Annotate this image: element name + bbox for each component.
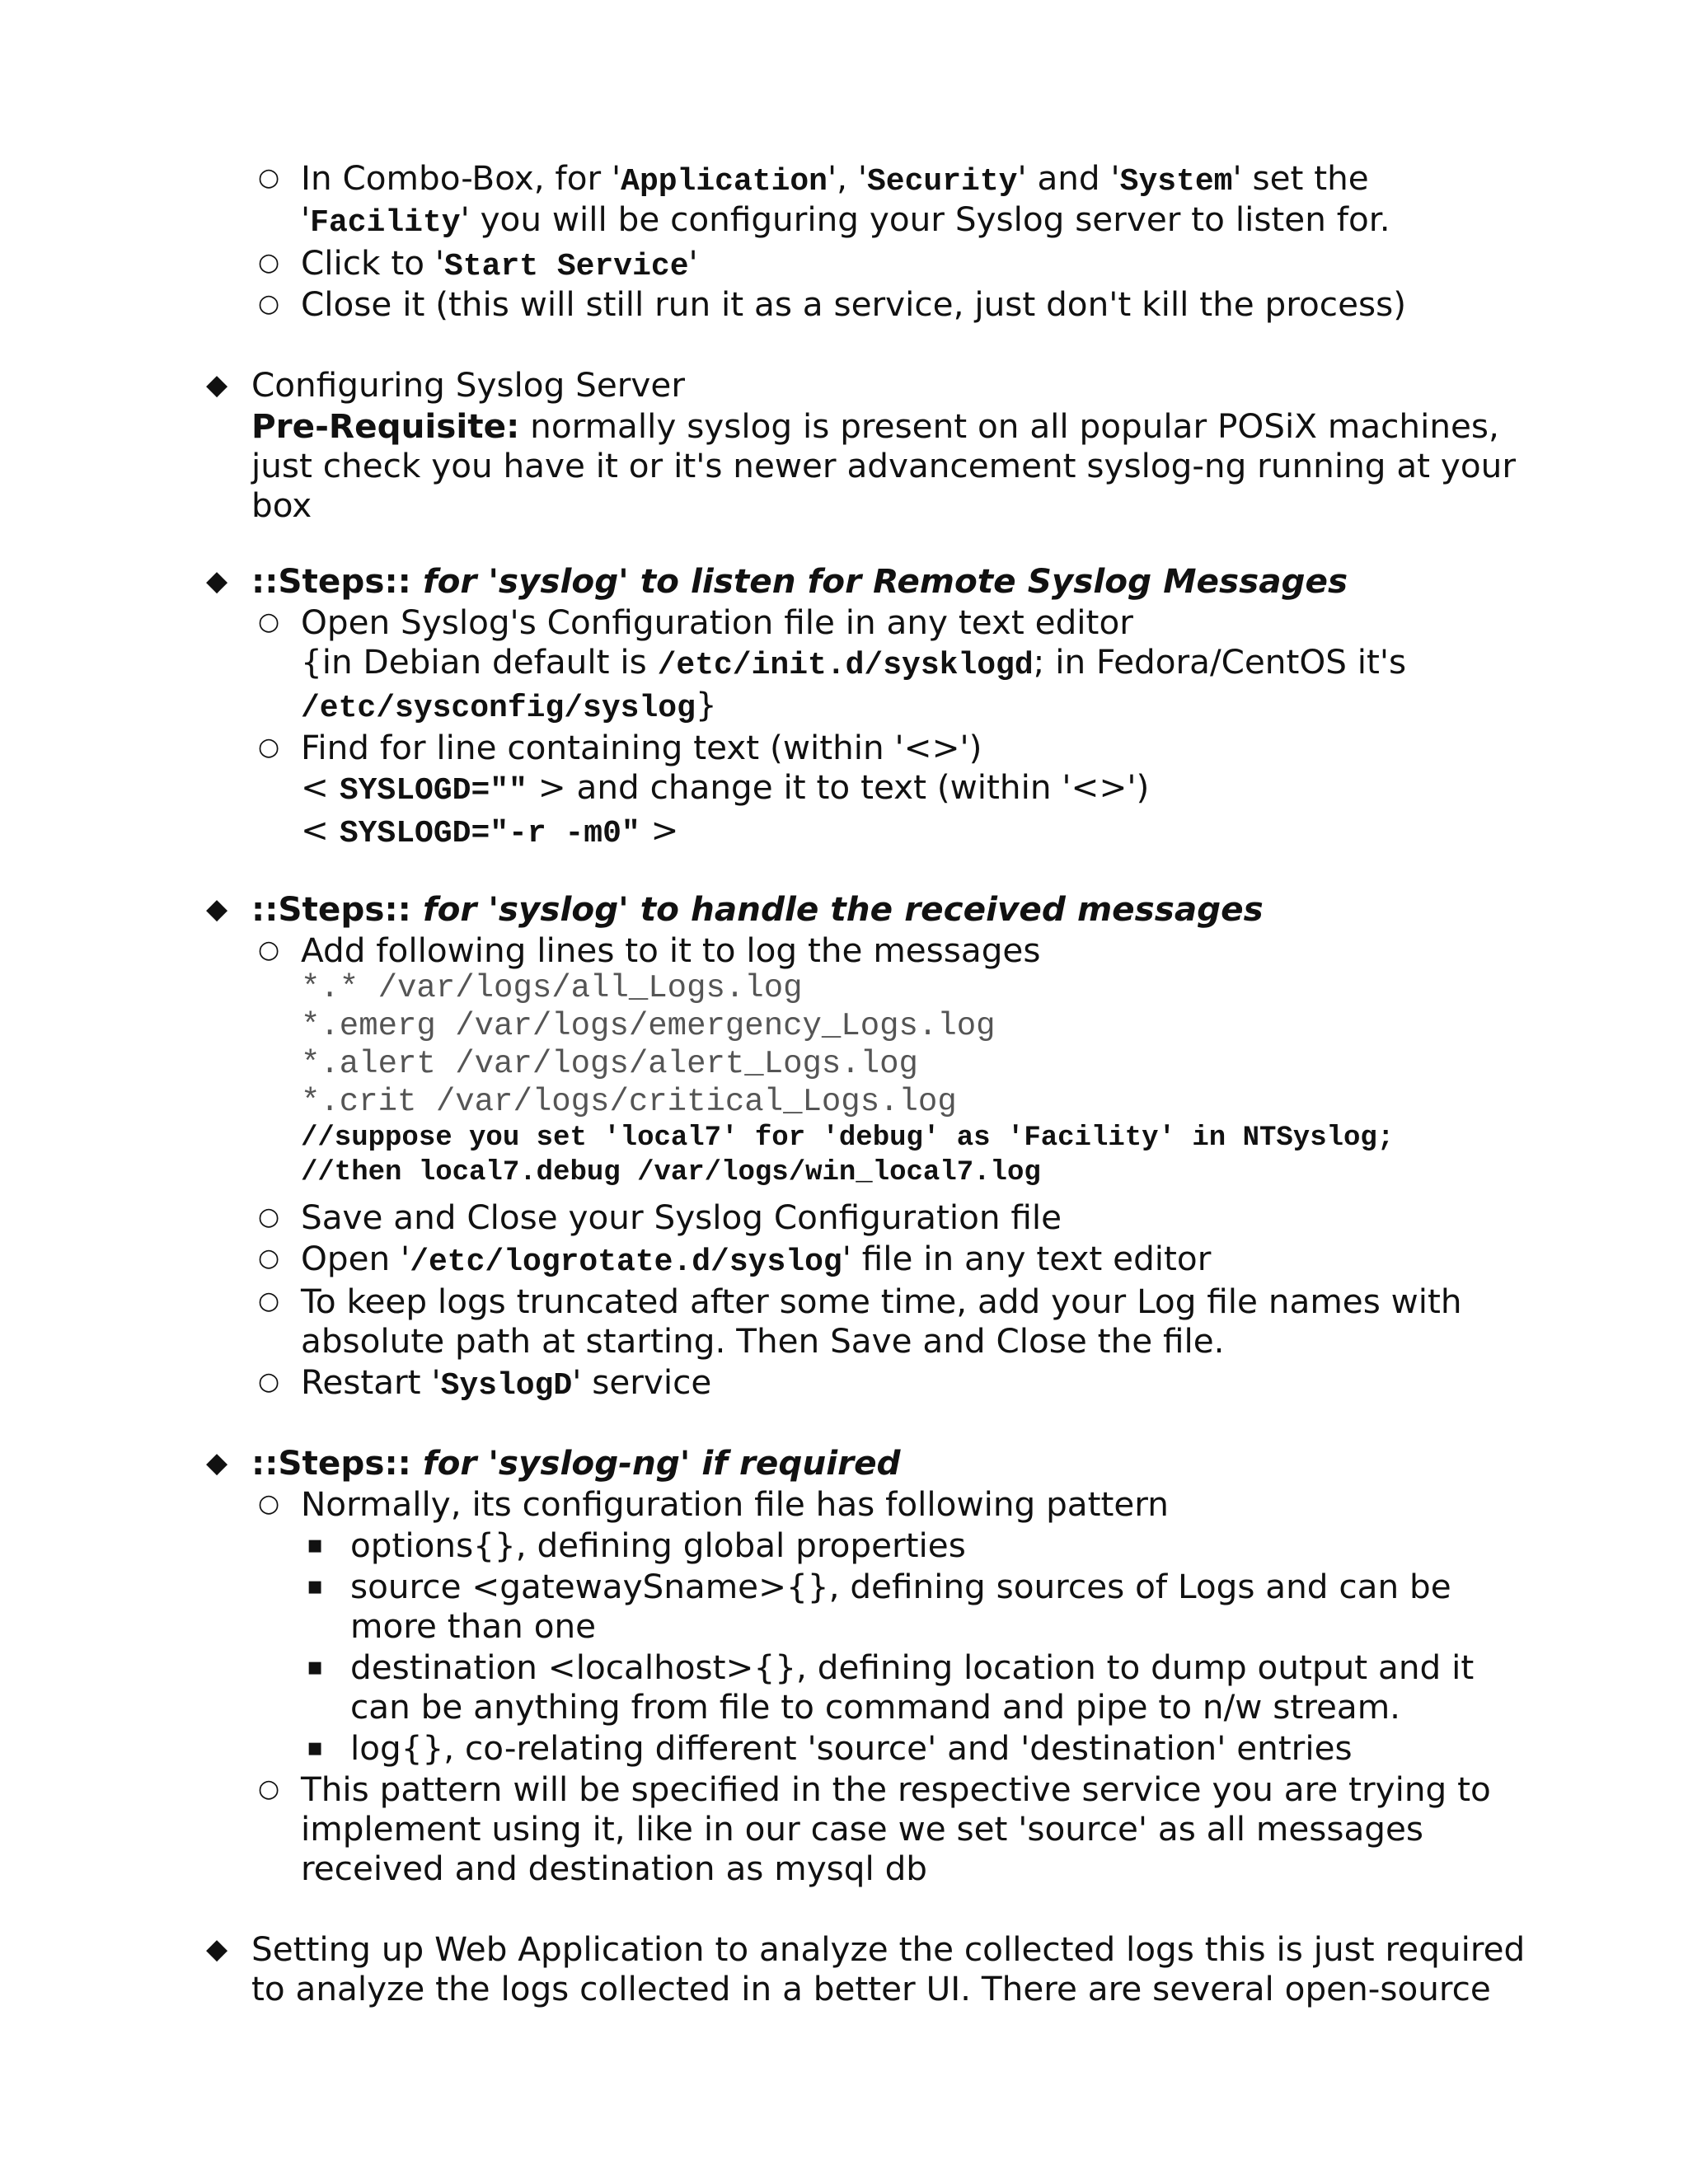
ng-item-pattern: Normally, its configuration file has following pattern: [301, 1484, 1169, 1524]
prereq-line-1: Pre-Requisite: normally syslog is present on all popular POSiX machines,: [251, 406, 1499, 446]
circle-bullet-icon: ○: [258, 1244, 280, 1272]
intro-item-combobox: In Combo-Box, for 'Application', 'Security' and 'System' set the: [301, 158, 1369, 199]
listen-item-open-config: Open Syslog's Configuration file in any text editor: [301, 602, 1133, 642]
diamond-bullet-icon: ◆: [206, 368, 228, 401]
handle-item-add-lines: Add following lines to it to log the messages: [301, 930, 1041, 970]
ng-item-specified: This pattern will be specified in the respective service you are trying to: [301, 1769, 1491, 1809]
ng-item-specified-cont2: received and destination as mysql db: [301, 1849, 928, 1888]
square-bullet-icon: ▪: [307, 1572, 324, 1601]
circle-bullet-icon: ○: [258, 733, 280, 762]
circle-bullet-icon: ○: [258, 163, 280, 192]
circle-bullet-icon: ○: [258, 1202, 280, 1231]
configuring-heading: Configuring Syslog Server: [251, 365, 685, 405]
circle-bullet-icon: ○: [258, 289, 280, 318]
prereq-line-3: box: [251, 485, 312, 525]
handle-item-truncate-cont: absolute path at starting. Then Save and Close the file.: [301, 1321, 1225, 1361]
circle-bullet-icon: ○: [258, 1367, 280, 1396]
ng-sub-log: log{}, co-relating different 'source' and 'destination' entries: [350, 1728, 1353, 1768]
square-bullet-icon: ▪: [307, 1530, 324, 1559]
circle-bullet-icon: ○: [258, 1774, 280, 1803]
ng-sub-destination-cont: can be anything from file to command and pipe to n/w stream.: [350, 1687, 1401, 1727]
handle-item-open-logrotate: Open '/etc/logrotate.d/syslog' file in any text editor: [301, 1239, 1212, 1280]
ng-sub-source-cont: more than one: [350, 1606, 597, 1646]
diamond-bullet-icon: ◆: [206, 1933, 228, 1966]
prereq-line-2: just check you have it or it's newer advancement syslog-ng running at your: [251, 446, 1516, 485]
circle-bullet-icon: ○: [258, 1489, 280, 1518]
code-line: *.crit /var/logs/critical_Logs.log: [301, 1084, 957, 1120]
ng-item-specified-cont1: implement using it, like in our case we set 'source' as all messages: [301, 1809, 1423, 1849]
code-comment-line: //suppose you set 'local7' for 'debug' as 'Facility' in NTSyslog;: [301, 1122, 1395, 1154]
square-bullet-icon: ▪: [307, 1733, 324, 1762]
web-app-line-1: Setting up Web Application to analyze the collected logs this is just required: [251, 1929, 1526, 1969]
handle-heading: ::Steps:: for 'syslog' to handle the received messages: [251, 889, 1264, 929]
circle-bullet-icon: ○: [258, 1286, 280, 1315]
handle-item-restart: Restart 'SyslogD' service: [301, 1362, 712, 1404]
ng-heading: ::Steps:: for 'syslog-ng' if required: [251, 1443, 901, 1483]
circle-bullet-icon: ○: [258, 248, 280, 277]
intro-item-close: Close it (this will still run it as a service, just don't kill the process): [301, 284, 1406, 324]
listen-item-find-line-after: < SYSLOGD="-r -m0" >: [301, 810, 679, 851]
square-bullet-icon: ▪: [307, 1652, 324, 1681]
handle-item-truncate: To keep logs truncated after some time, add your Log file names with: [301, 1282, 1462, 1321]
listen-item-find-line: Find for line containing text (within '<>'): [301, 728, 982, 767]
listen-item-open-config-fedora: /etc/sysconfig/syslog}: [301, 685, 717, 726]
diamond-bullet-icon: ◆: [206, 893, 228, 926]
code-line: *.* /var/logs/all_Logs.log: [301, 970, 803, 1006]
listen-item-find-line-before: < SYSLOGD="" > and change it to text (within '<>'): [301, 767, 1150, 808]
circle-bullet-icon: ○: [258, 935, 280, 964]
listen-item-open-config-debian: {in Debian default is /etc/init.d/sysklogd; in Fedora/CentOS it's: [301, 642, 1407, 683]
web-app-line-2: to analyze the logs collected in a better UI. There are several open-source: [251, 1969, 1491, 2008]
handle-item-save: Save and Close your Syslog Configuration file: [301, 1197, 1062, 1237]
intro-item-combobox-cont: 'Facility' you will be configuring your Syslog server to listen for.: [301, 199, 1390, 241]
code-line: *.emerg /var/logs/emergency_Logs.log: [301, 1008, 996, 1044]
intro-item-start-service: Click to 'Start Service': [301, 243, 698, 284]
diamond-bullet-icon: ◆: [206, 565, 228, 598]
ng-sub-source: source <gatewaySname>{}, defining sources of Logs and can be: [350, 1567, 1451, 1606]
circle-bullet-icon: ○: [258, 607, 280, 636]
ng-sub-options: options{}, defining global properties: [350, 1526, 966, 1565]
code-comment-line: //then local7.debug /var/logs/win_local7.log: [301, 1157, 1041, 1188]
code-line: *.alert /var/logs/alert_Logs.log: [301, 1046, 918, 1082]
diamond-bullet-icon: ◆: [206, 1446, 228, 1479]
ng-sub-destination: destination <localhost>{}, defining location to dump output and it: [350, 1647, 1475, 1687]
listen-heading: ::Steps:: for 'syslog' to listen for Remote Syslog Messages: [251, 561, 1348, 601]
